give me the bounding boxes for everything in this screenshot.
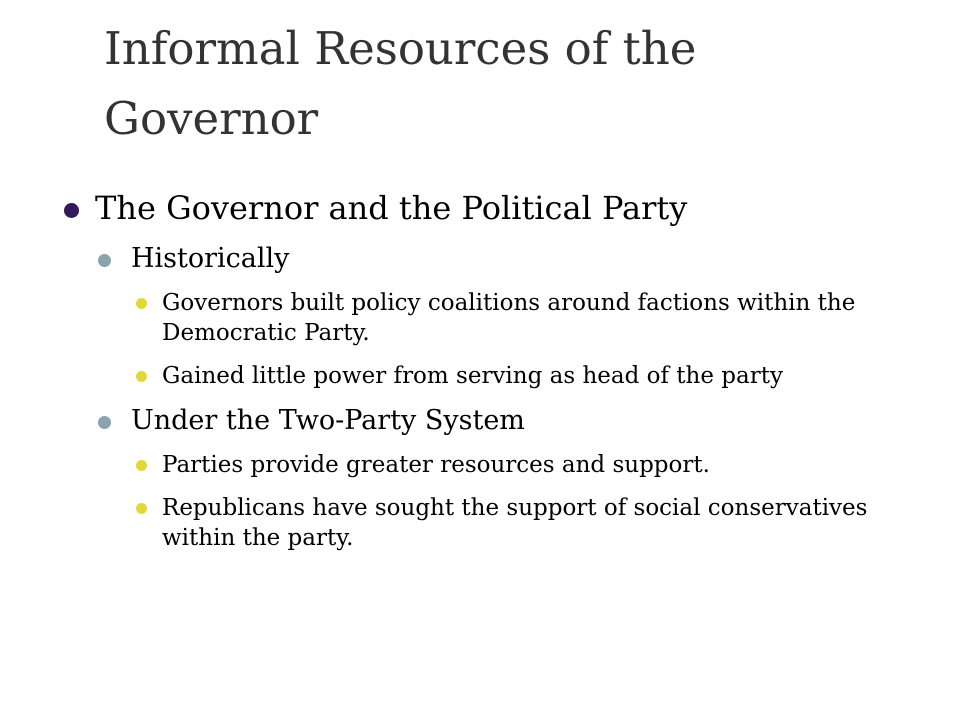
bullet-item-level1 (0, 188, 960, 228)
bullet-item-level3 (0, 361, 960, 391)
bullet-text: Governors built policy coalitions around factions within the Democratic Party. (162, 290, 856, 346)
bullet-dot-icon (136, 460, 147, 471)
bullet-dot-icon (136, 298, 147, 309)
bullet-text: Parties provide greater resources and support. (162, 452, 710, 478)
bullet-dot-icon (98, 254, 111, 267)
bullet-dot-icon (136, 371, 147, 382)
bullet-text: Under the Two-Party System (131, 405, 525, 436)
bullet-text: The Governor and the Political Party (95, 189, 688, 227)
bullet-item-level2 (0, 404, 960, 438)
bullet-item-level2 (0, 242, 960, 276)
slide-title: Informal Resources of the Governor (104, 22, 697, 145)
bullet-text: Gained little power from serving as head of the party (162, 363, 783, 389)
bullet-item-level3 (0, 493, 960, 553)
bullet-text: Republicans have sought the support of social conservatives within the party. (162, 495, 868, 551)
bullet-item-level3 (0, 450, 960, 480)
bullet-dot-icon (98, 416, 111, 429)
bullet-dot-icon (136, 503, 147, 514)
bullet-item-level3 (0, 288, 960, 348)
bullet-list (0, 188, 960, 566)
bullet-text: Historically (131, 243, 290, 274)
bullet-dot-icon (64, 203, 79, 218)
